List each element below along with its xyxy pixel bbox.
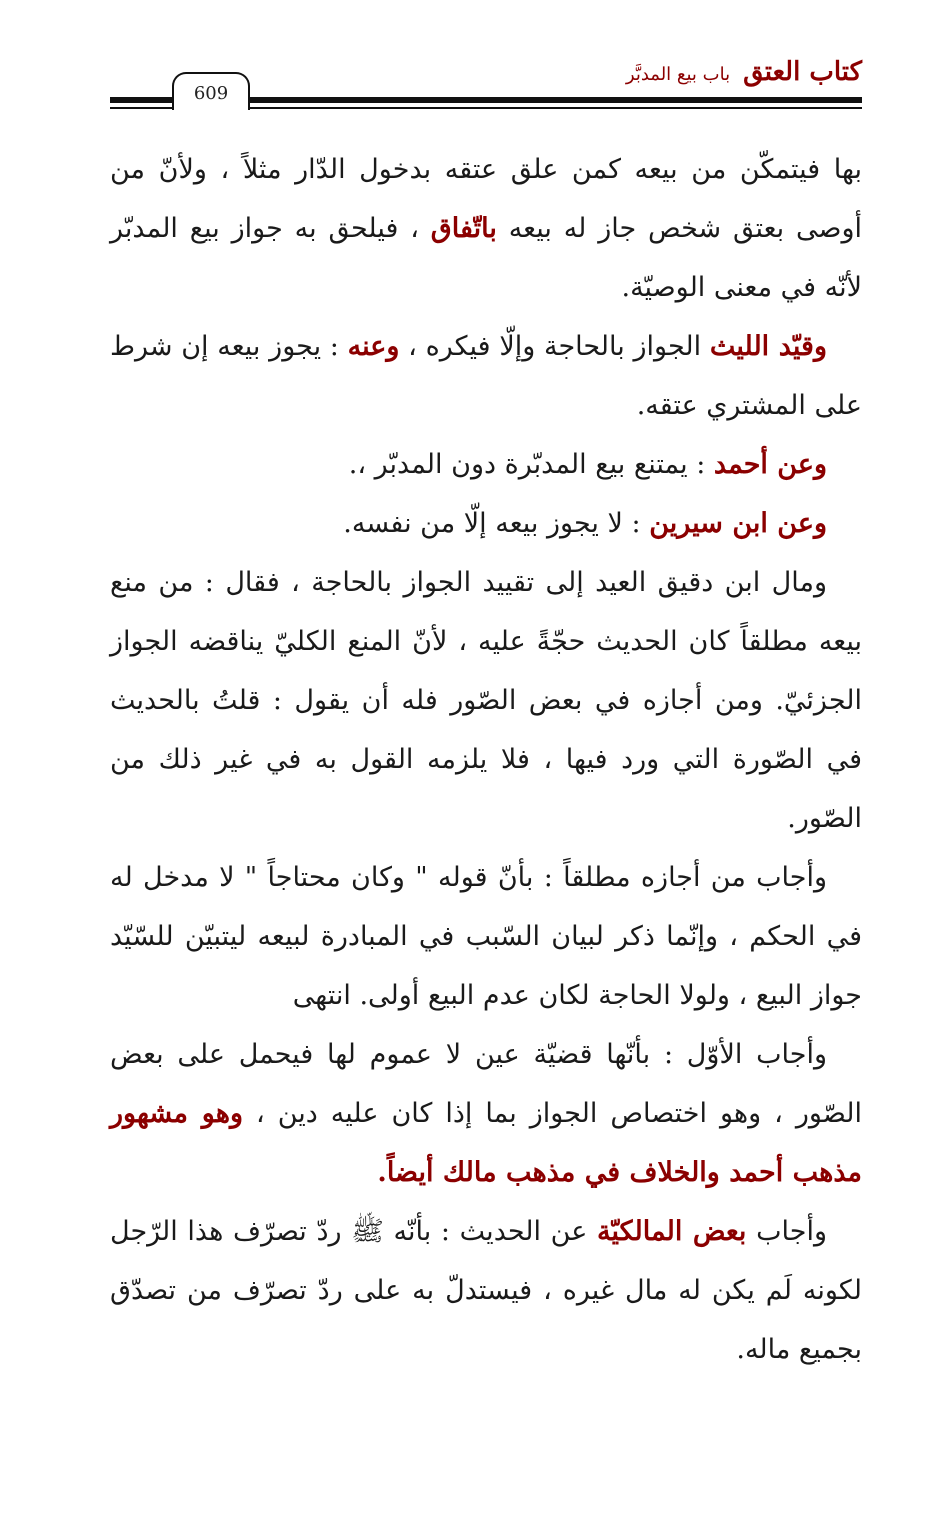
text-run: ومال ابن دقيق العيد إلى تقييد الجواز بالحاجة ، فقال : من منع بيعه مطلقاً كان الحديث حجّةً عليه ، لأنّ المنع الكليّ يناقضه الجواز الجزئيّ. ومن أجازه في بعض الصّور فله أن يقول : قلتُ بالحديث في الصّورة التي ورد فيها ، فلا يلزمه القول به في غير ذلك من الصّور. — [110, 567, 862, 834]
book-title: كتاب العتق — [743, 57, 862, 87]
paragraph — [110, 1025, 862, 1202]
text-run: الجواز بالحاجة وإلّا فيكره ، — [399, 331, 710, 362]
text-run: عن الحديث : بأنّه ﷺ ردّ تصرّف هذا الرّجل لكونه لَم يكن له مال غيره ، فيستدلّ به على ردّ تصرّف من تصدّق بجميع ماله. — [110, 1216, 862, 1365]
paragraph — [110, 553, 862, 848]
paragraph — [110, 848, 862, 1025]
text-run: وأجاب من أجازه مطلقاً : بأنّ قوله " وكان محتاجاً " لا مدخل له في الحكم ، وإنّما ذكر لبيان السّبب في المبادرة لبيعه ليتبيّن للسّيّد جواز البيع ، ولولا الحاجة لكان عدم البيع أولى. انتهى — [110, 862, 862, 1011]
highlighted-phrase: بعض المالكيّة — [597, 1216, 747, 1247]
paragraph — [110, 317, 862, 435]
page-number: 609 — [172, 72, 250, 110]
text-run: : يمتنع بيع المدبّرة دون المدبّر ،. — [348, 449, 714, 480]
chapter-title: باب بيع المدبَّر — [625, 64, 731, 85]
text-run: وأجاب الأوّل : بأنّها قضيّة عين لا عموم لها فيحمل على بعض الصّور ، وهو اختصاص الجواز بما إذا كان عليه دين ، — [110, 1039, 862, 1129]
text-run: وأجاب — [746, 1216, 827, 1247]
running-title — [626, 52, 862, 95]
text-run: : يجوز بيعه إن شرط على المشتري عتقه. — [110, 331, 862, 421]
highlighted-phrase: وقيّد الليث — [709, 331, 827, 362]
highlighted-phrase: وعنه — [347, 331, 400, 362]
highlighted-phrase: باتّفاق — [430, 213, 497, 244]
text-run: ، فيلحق به جواز بيع المدبّر لأنّه في معنى الوصيّة. — [110, 213, 862, 303]
paragraph — [110, 435, 862, 494]
paragraph — [110, 1202, 862, 1379]
text-run: : لا يجوز بيعه إلّا من نفسه. — [343, 508, 650, 539]
highlighted-phrase: وهو مشهور مذهب أحمد والخلاف في مذهب مالك أيضاً. — [110, 1098, 862, 1188]
text-run: بها فيتمكّن من بيعه كمن علق عتقه بدخول الدّار مثلاً ، ولأنّ من أوصى بعتق شخص جاز له بيعه — [110, 154, 862, 244]
body-text — [110, 140, 862, 1379]
highlighted-phrase: وعن ابن سيرين — [649, 508, 827, 539]
highlighted-phrase: وعن أحمد — [713, 449, 827, 480]
paragraph — [110, 140, 862, 317]
paragraph — [110, 494, 862, 553]
page-header — [110, 50, 862, 120]
